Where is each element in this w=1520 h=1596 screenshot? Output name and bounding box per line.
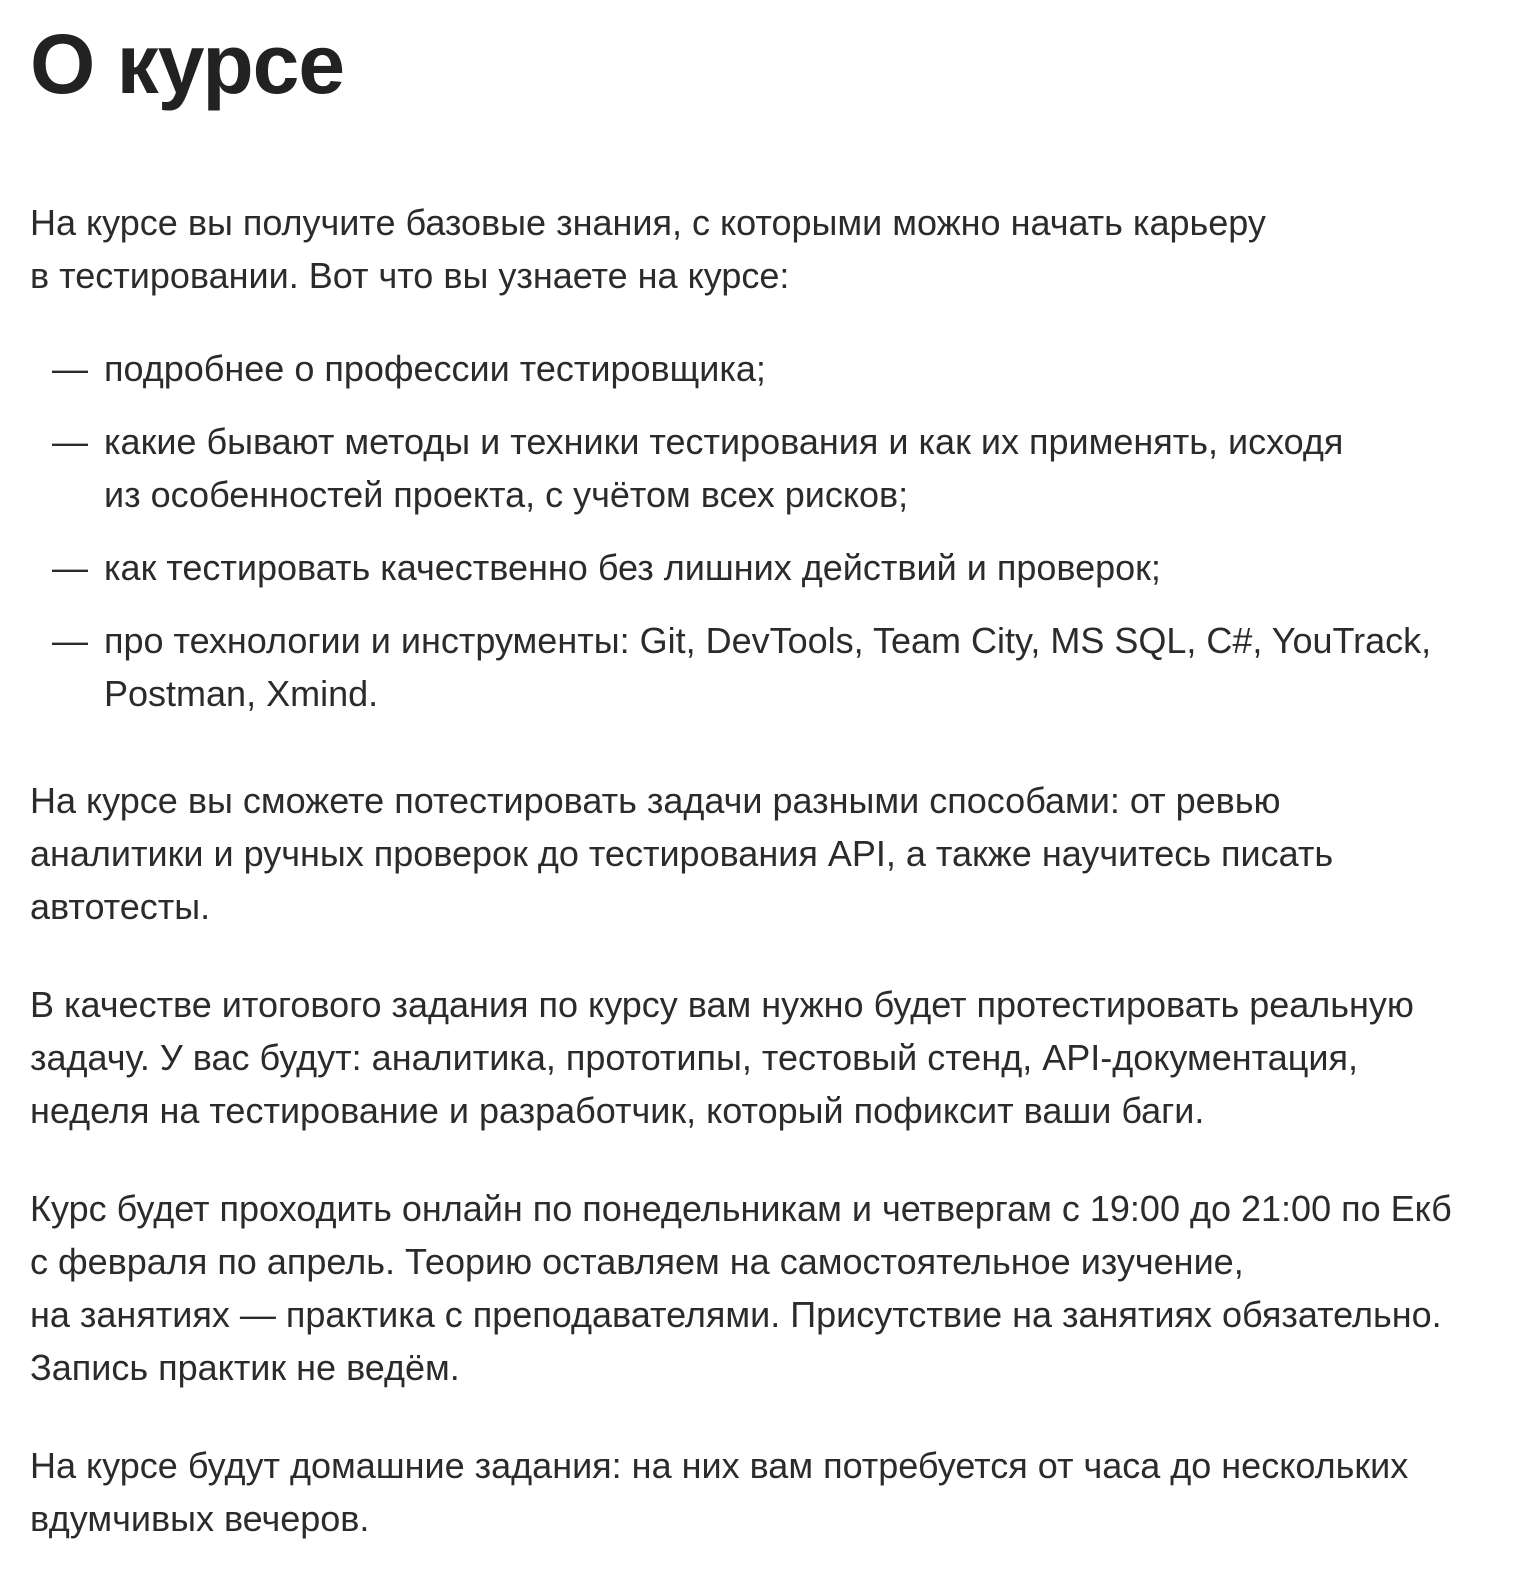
list-item-text: подробнее о профессии тестировщика;: [104, 348, 766, 389]
dash-bullet: —: [52, 348, 88, 389]
page-title: О курсе: [30, 17, 345, 111]
dash-bullet: —: [52, 421, 88, 462]
paragraph-final-task: В качестве итогового задания по курсу вам нужно будет протестировать реальную задачу. У вас будут: аналитика, прототипы, тестовый стенд, API-документация, неделя на тестирование и разработчик, который пофиксит ваши баги.: [30, 984, 1414, 1131]
dash-bullet: —: [52, 547, 88, 588]
list-item-text: как тестировать качественно без лишних действий и проверок;: [104, 547, 1161, 588]
topics-list: [30, 342, 1490, 720]
dash-bullet: —: [52, 620, 88, 661]
list-item: [30, 614, 1490, 720]
paragraph-practice: На курсе вы сможете потестировать задачи разными способами: от ревью аналитики и ручных проверок до тестирования API, а также научитесь писать автотесты.: [30, 780, 1334, 927]
paragraph-schedule: Курс будет проходить онлайн по понедельникам и четвергам с 19:00 до 21:00 по Екб с февраля по апрель. Теорию оставляем на самостоятельное изучение, на занятиях — практика с преподавателями. Присутствие на занятиях обязательно. Запись практик не ведём.: [30, 1188, 1452, 1388]
list-item: [30, 342, 1490, 395]
paragraph-homework: На курсе будут домашние задания: на них вам потребуется от часа до нескольких вдумчивых вечеров.: [30, 1445, 1409, 1539]
list-item-text: какие бывают методы и техники тестирования и как их применять, исходя из особенностей проекта, с учётом всех рисков;: [104, 421, 1344, 515]
list-item: [30, 541, 1490, 594]
intro-paragraph: На курсе вы получите базовые знания, с которыми можно начать карьеру в тестировании. Вот что вы узнаете на курсе:: [30, 202, 1266, 296]
list-item-text: про технологии и инструменты: Git, DevTools, Team City, MS SQL, C#, YouTrack, Postman, Xmind.: [104, 620, 1432, 714]
list-item: [30, 415, 1490, 521]
